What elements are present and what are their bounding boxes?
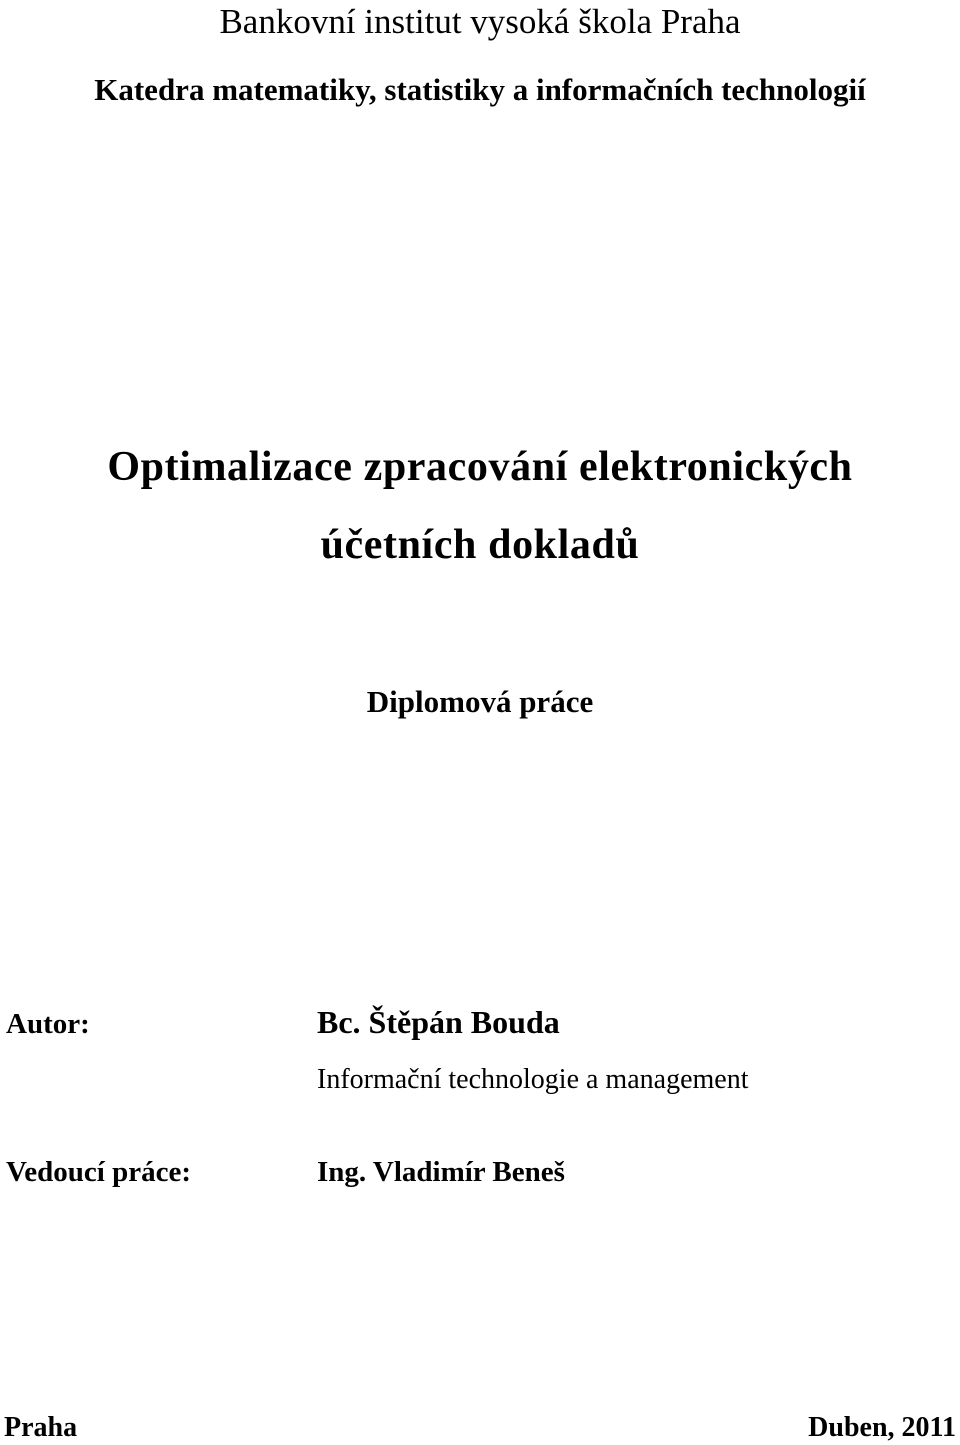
study-program: Informační technologie a management [317,1064,749,1095]
document-type: Diplomová práce [366,684,594,719]
thesis-title-line-2: účetních dokladů [320,522,640,568]
thesis-title-line-1: Optimalizace zpracování elektronických [107,444,853,490]
footer-date: Duben, 2011 [808,1412,956,1443]
supervisor-name: Ing. Vladimír Beneš [317,1156,565,1188]
author-name: Bc. Štěpán Bouda [317,1004,560,1040]
supervisor-label: Vedoucí práce: [6,1156,191,1188]
institution-name: Bankovní institut vysoká škola Praha [219,2,741,41]
department-name: Katedra matematiky, statistiky a informačních technologií [94,72,866,107]
author-label: Autor: [6,1008,90,1040]
footer-place: Praha [4,1412,78,1443]
